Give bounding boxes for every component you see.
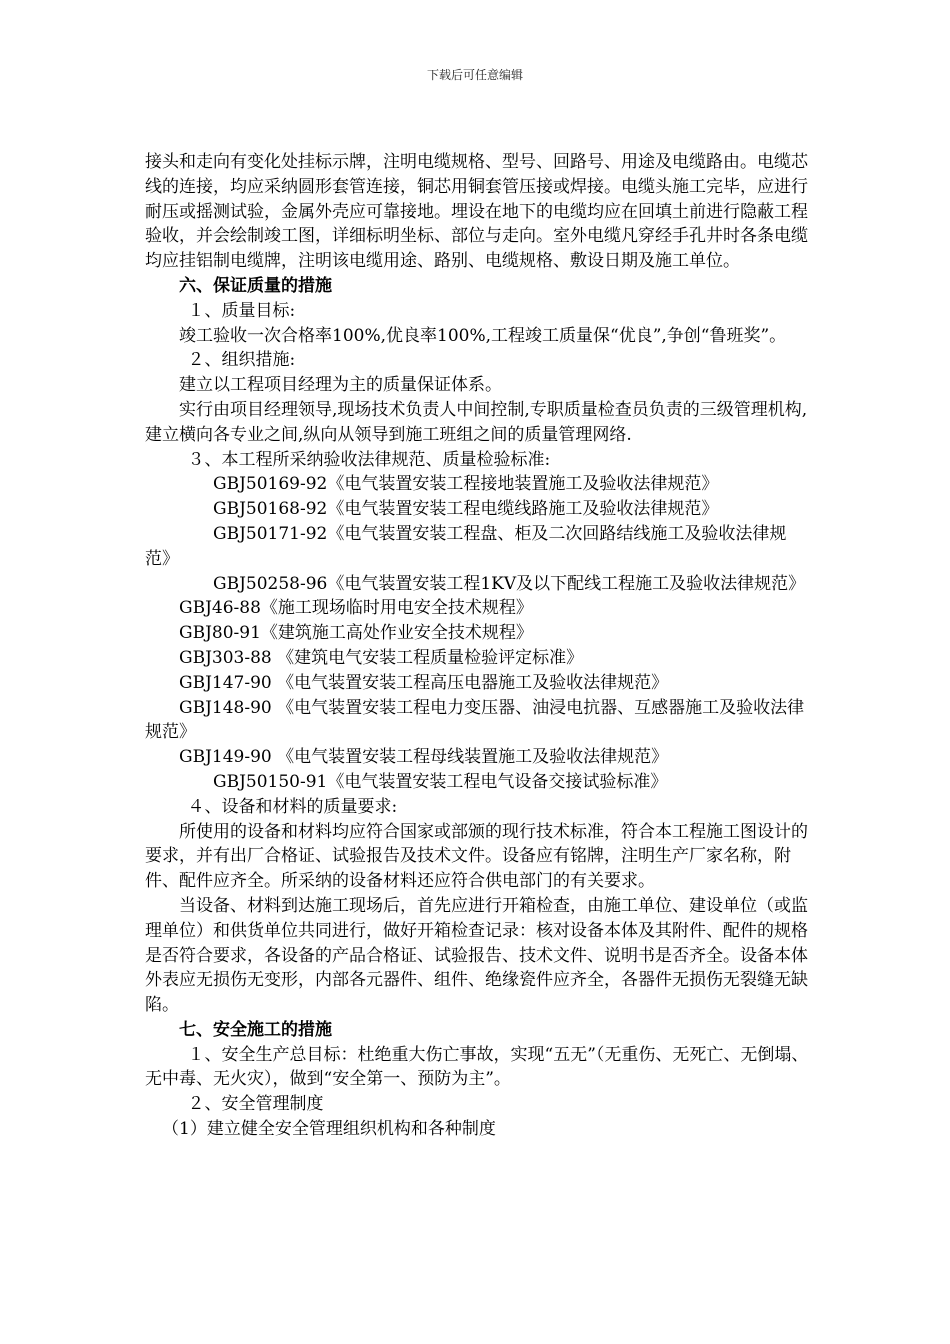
standard-title: 《建筑电气安装工程质量检验评定标准》 bbox=[277, 647, 584, 668]
subsection-safety-target: １、安全生产总目标：杜绝重大伤亡事故，实现“五无”（无重伤、无死亡、无倒塌、无中毒、无火灾），做到“安全第一、预防为主”。 bbox=[145, 1044, 809, 1090]
subsection-safety-organization: （1）建立健全安全管理组织机构和各种制度 bbox=[162, 1119, 496, 1140]
standard-item bbox=[145, 696, 810, 746]
standard-code: GBJ50150-91 bbox=[213, 771, 328, 792]
paragraph-unpacking-inspection: 当设备、材料到达施工现场后，首先应进行开箱检查，由施工单位、建设单位（或监理单位）和供货单位共同进行，做好开箱检查记录：核对设备本体及其附件、配件的规格是否符合要求，各设备的产品合格证、试验报告、技术文件、说明书是否齐全。设备本体外表应无损伤无变形，内部各元器件、组件、绝缘瓷件应齐全，各器件无损伤无裂缝无缺陷。 bbox=[145, 895, 808, 1016]
standard-title: 《电气装置安装工程电气设备交接试验标准》 bbox=[327, 771, 668, 792]
page-header: 下载后可任意编辑 bbox=[426, 68, 523, 82]
standard-code: GBJ80-91 bbox=[179, 623, 261, 644]
standard-item bbox=[145, 770, 810, 795]
standard-item bbox=[145, 646, 810, 671]
standard-title: 《电气装置安装工程电缆线路施工及验收法律规范》 bbox=[327, 499, 719, 520]
standard-title: 《电气装置安装工程高压电器施工及验收法律规范》 bbox=[277, 672, 669, 693]
standard-title: 《施工现场临时用电安全技术规程》 bbox=[260, 598, 533, 619]
standard-code: GBJ50171-92 bbox=[213, 523, 328, 544]
standard-title: 《电气装置安装工程1KV及以下配线工程施工及验收法律规范》 bbox=[327, 573, 806, 594]
standard-title: 《电气装置安装工程电力变压器、油浸电抗器、互感器施工及验收法律规范》 bbox=[145, 697, 805, 743]
standard-code: GBJ303-88 bbox=[179, 647, 272, 668]
subsection-safety-management: ２、安全管理制度 bbox=[187, 1094, 324, 1115]
standard-code: GBJ148-90 bbox=[179, 697, 272, 718]
standard-code: GBJ147-90 bbox=[179, 672, 272, 693]
subsection-materials: ４、设备和材料的质量要求: bbox=[187, 796, 398, 817]
standard-code: GBJ50169-92 bbox=[213, 474, 328, 495]
standard-item bbox=[145, 472, 810, 497]
paragraph-quality-system: 建立以工程项目经理为主的质量保证体系。 bbox=[179, 375, 502, 396]
standard-title: 《建筑施工高处作业安全技术规程》 bbox=[260, 623, 533, 644]
standard-title: 《电气装置安装工程接地装置施工及验收法律规范》 bbox=[327, 474, 719, 495]
standard-item bbox=[145, 621, 810, 646]
standard-code: GBJ50258-96 bbox=[213, 573, 328, 594]
standard-code: GBJ149-90 bbox=[179, 747, 272, 768]
standard-item bbox=[145, 497, 810, 522]
subsection-standards: ３、本工程所采纳验收法律规范、质量检验标准: bbox=[187, 449, 551, 470]
standard-item bbox=[145, 671, 810, 696]
standard-item bbox=[145, 572, 810, 597]
standard-title: 《电气装置安装工程盘、柜及二次回路结线施工及验收法律规范》 bbox=[145, 523, 787, 569]
standard-code: GBJ50168-92 bbox=[213, 499, 328, 520]
paragraph-material-standards: 所使用的设备和材料均应符合国家或部颁的现行技术标准，符合本工程施工图设计的要求，并有出厂合格证、试验报告及技术文件。设备应有铭牌，注明生产厂家名称，附件、配件应齐全。所采纳的设备材料还应符合供电部门的有关要求。 bbox=[145, 821, 808, 892]
standard-code: GBJ46-88 bbox=[179, 598, 261, 619]
section-heading-quality: 六、保证质量的措施 bbox=[179, 275, 332, 296]
subsection-organization: ２、组织措施: bbox=[187, 350, 296, 371]
subsection-quality-target: １、质量目标: bbox=[187, 300, 296, 321]
standard-title: 《电气装置安装工程母线装置施工及验收法律规范》 bbox=[277, 747, 669, 768]
paragraph-cable-marking: 接头和走向有变化处挂标示牌，注明电缆规格、型号、回路号、用途及电缆路由。电缆芯线的连接，均应采纳圆形套管连接，铜芯用铜套管压接或焊接。电缆头施工完毕，应进行耐压或摇测试验，金属外壳应可靠接地。埋设在地下的电缆均应在回填土前进行隐蔽工程验收，并会绘制竣工图，详细标明坐标、部位与走向。室外电缆凡穿经手孔井时各条电缆均应挂铝制电缆牌，注明该电缆用途、路别、电缆规格、敷设日期及施工单位。 bbox=[145, 152, 808, 272]
standard-item bbox=[145, 596, 810, 621]
standard-item bbox=[145, 522, 810, 572]
standard-item bbox=[145, 745, 810, 770]
paragraph-quality-target: 竣工验收一次合格率100%,优良率100%,工程竣工质量保“优良”,争创“鲁班奖”。 bbox=[179, 325, 787, 346]
standards-list bbox=[145, 472, 810, 794]
document-body bbox=[145, 150, 810, 1142]
paragraph-management-network: 实行由项目经理领导,现场技术负责人中间控制,专职质量检查员负责的三级管理机构,建立横向各专业之间,纵向从领导到施工班组之间的质量管理网络. bbox=[145, 399, 808, 445]
section-heading-safety: 七、安全施工的措施 bbox=[179, 1019, 332, 1040]
